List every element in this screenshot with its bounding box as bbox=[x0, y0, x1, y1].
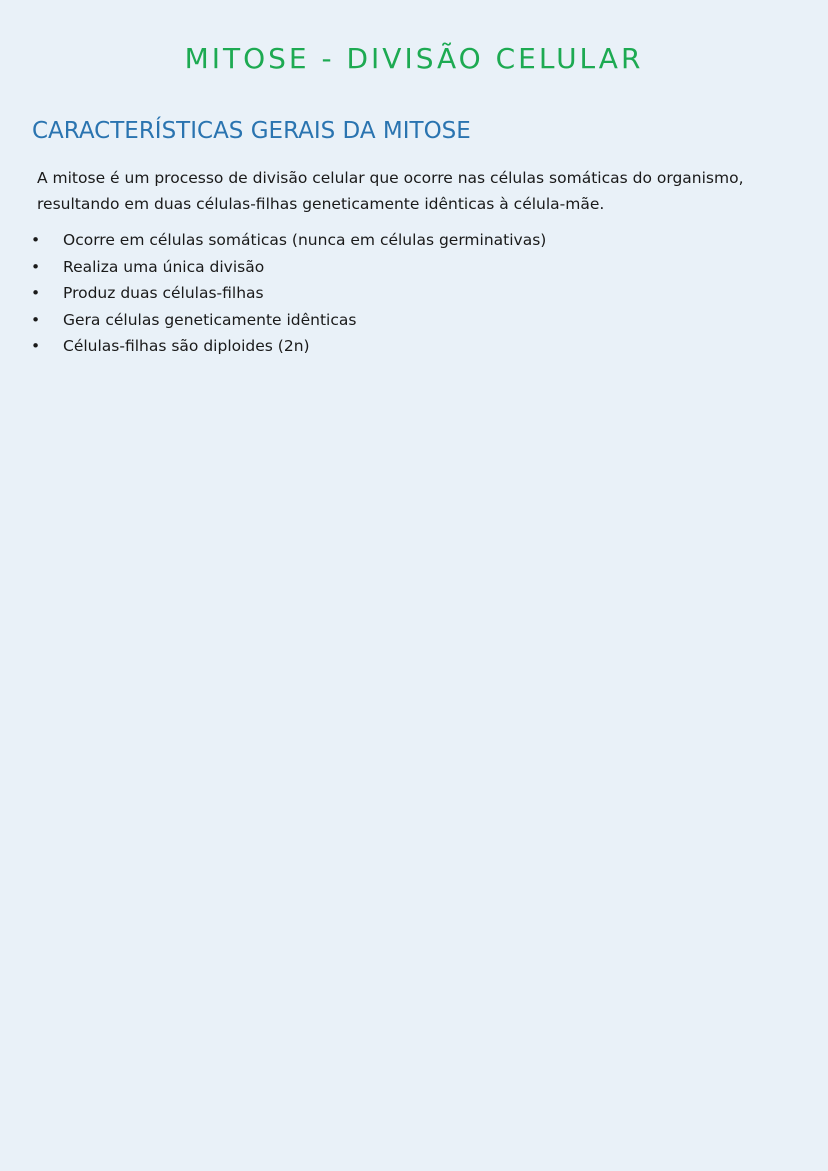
list-item-text: Produz duas células-filhas bbox=[63, 284, 264, 302]
document-title: MITOSE - DIVISÃO CELULAR bbox=[184, 42, 644, 75]
list-item bbox=[28, 307, 546, 334]
list-item bbox=[28, 254, 546, 281]
list-item-text: Realiza uma única divisão bbox=[63, 257, 265, 276]
bullet-icon: • bbox=[31, 310, 41, 329]
intro-paragraph: A mitose é um processo de divisão celular que ocorre nas células somáticas do organismo, resultando em duas células-filhas geneticamente idênticas à célula-mãe. bbox=[37, 169, 744, 213]
list-item-text: Ocorre em células somáticas (nunca em células germinativas) bbox=[63, 231, 547, 249]
bullet-icon: • bbox=[31, 337, 41, 355]
characteristics-list bbox=[28, 227, 546, 360]
list-item-text: Células-filhas são diploides (2n) bbox=[63, 337, 310, 355]
list-item bbox=[28, 333, 546, 360]
bullet-icon: • bbox=[31, 257, 41, 276]
bullet-icon: • bbox=[31, 284, 41, 302]
section-heading: CARACTERÍSTICAS GERAIS DA MITOSE bbox=[32, 118, 471, 144]
list-item bbox=[28, 227, 546, 254]
list-item bbox=[28, 280, 546, 307]
list-item-text: Gera células geneticamente idênticas bbox=[63, 310, 357, 329]
bullet-icon: • bbox=[31, 231, 41, 249]
